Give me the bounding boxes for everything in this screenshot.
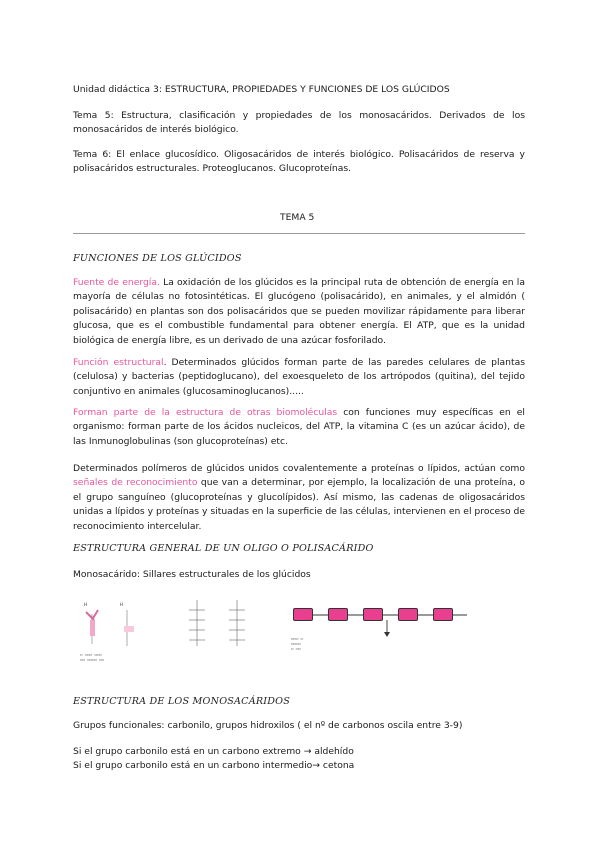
svg-text:H: H <box>84 603 88 608</box>
oligosaccharide-chain-diagram <box>285 602 475 664</box>
chain-caption: ▭▭▭ ▭ ▭▭▭▭ ▭ ▭▭ <box>291 636 304 651</box>
highlight-energia: Fuente de energía. <box>73 277 160 288</box>
text-senales-post: que van a determinar, por ejemplo, la localización de una proteína, o el grupo sanguíneo (glucoproteínas y glucolípidos). Así mismo, las cadenas de oligosacáridos unidas a lípidos y proteínas y situadas en la superficie de las células, intervienen en el proceso de reconocimiento intercelular. <box>73 477 526 532</box>
carbonilo-intermedio-line: Si el grupo carbonilo está en un carbono intermedio→ cetona <box>73 760 355 771</box>
highlight-biomoleculas: Forman parte de la estructura de otras biomoléculas <box>73 407 338 418</box>
fischer-projections-figure <box>177 594 269 666</box>
carbonilo-extremo-line: Si el grupo carbonilo está en un carbono extremo → aldehído <box>73 746 354 757</box>
grupos-funcionales: Grupos funcionales: carbonilo, grupos hidroxilos ( el nº de carbonos oscila entre 3-9) <box>73 720 463 731</box>
monosaccharide-unit-5 <box>433 608 453 621</box>
monosaccharide-unit-3 <box>363 608 383 621</box>
text-biomoleculas: con funciones muy específicas en el organismo: forman parte de los ácidos nucleicos, del ATP, la vitamina C (es un azúcar ácido), de las Inmunoglobulinas (son glucoproteínas) etc. <box>73 407 525 447</box>
highlight-senales: señales de reconocimiento <box>73 477 198 489</box>
paragraph-energia <box>73 276 525 348</box>
highlight-estructural: Función estructural <box>73 357 164 368</box>
svg-text:H: H <box>120 602 124 607</box>
monosaccharide-structures-figure <box>80 596 160 666</box>
figure1-caption: ▭ ▭▭▭ ▭▭▭ ▭▭ ▭▭▭▭ ▭▭ <box>80 652 105 662</box>
fischer-projections-image <box>177 594 269 666</box>
estructura-general-heading: ESTRUCTURA GENERAL DE UN OLIGO O POLISACÁRIDO <box>73 543 374 554</box>
monosacarido-label: Monosacárido: Sillares estructurales de los glúcidos <box>73 569 311 580</box>
tema-label: TEMA 5 <box>280 212 315 223</box>
paragraph-senales <box>73 462 525 534</box>
text-energia: La oxidación de los glúcidos es la principal ruta de obtención de energía en la mayoría de células no fotosintéticas. El glucógeno (polisacárido), en animales, y el almidón ( polisacárido) en plantas son dos polisacáridos que se pueden movilizar rápidamente para liberar glucosa, que es el combustible fundamental para obtener energía. El ATP, que es la unidad biológica de energía libre, es un derivado de una azúcar fosforilado. <box>73 277 525 346</box>
text-senales-pre: Determinados polímeros de glúcidos unidos covalentemente a proteínas o lípidos, actúan como <box>73 463 525 474</box>
monosaccharide-unit-4 <box>398 608 418 621</box>
funciones-heading: FUNCIONES DE LOS GLÚCIDOS <box>73 253 242 264</box>
unit-title: Unidad didáctica 3: ESTRUCTURA, PROPIEDADES Y FUNCIONES DE LOS GLÚCIDOS <box>73 84 450 95</box>
paragraph-biomoleculas <box>73 406 525 449</box>
tema6-description: Tema 6: El enlace glucosídico. Oligosacáridos de interés biológico. Polisacáridos de reserva y polisacáridos estructurales. Proteoglucanos. Glucoproteínas. <box>73 149 525 175</box>
estructura-monosacaridos-heading: ESTRUCTURA DE LOS MONOSACÁRIDOS <box>73 696 290 707</box>
section-divider <box>73 233 525 234</box>
monosaccharide-unit-2 <box>328 608 348 621</box>
paragraph-estructural <box>73 356 525 399</box>
text-estructural: . Determinados glúcidos forman parte de las paredes celulares de plantas (celulosa) y bacterias (peptidoglucano), del exoesqueleto de los artrópodos (quitina), del tejido conjuntivo en animales (glucosaminoglucanos)..... <box>73 357 525 397</box>
tema5-description: Tema 5: Estructura, clasificación y propiedades de los monosacáridos. Derivados de los monosacáridos de interés biológico. <box>73 110 525 136</box>
monosaccharide-unit-1 <box>293 608 313 621</box>
